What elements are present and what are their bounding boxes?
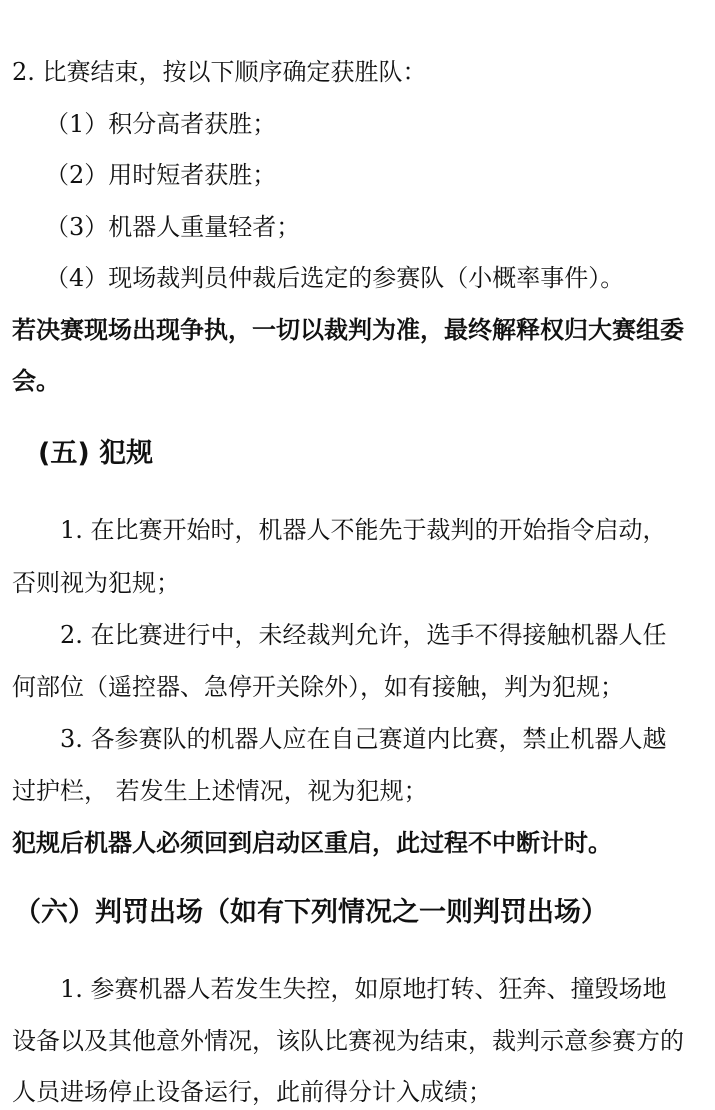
dispute-notice-line1: 若决赛现场出现争执，一切以裁判为准，最终解释权归大赛组委	[12, 316, 684, 344]
foul-rule3-line2: 过护栏， 若发生上述情况，视为犯规；	[12, 777, 428, 805]
foul-rule3-line1: 3. 各参赛队的机器人应在自己赛道内比赛，禁止机器人越	[60, 725, 667, 753]
criterion-3: （3）机器人重量轻者；	[45, 213, 301, 241]
section-six-heading: （六）判罚出场（如有下列情况之一则判罚出场）	[14, 897, 608, 928]
section-five-heading: (五) 犯规	[38, 438, 154, 469]
ejection-rule1-line3: 人员进场停止设备运行，此前得分计入成绩；	[12, 1078, 492, 1106]
criterion-1: （1）积分高者获胜；	[45, 110, 277, 138]
foul-rule2-line1: 2. 在比赛进行中，未经裁判允许，选手不得接触机器人任	[60, 621, 667, 649]
foul-rule1-line2: 否则视为犯规；	[12, 569, 180, 597]
foul-rule2-line2: 何部位（遥控器、急停开关除外），如有接触，判为犯规；	[12, 673, 624, 701]
restart-note: 犯规后机器人必须回到启动区重启，此过程不中断计时。	[12, 829, 612, 857]
dispute-notice-line2: 会。	[12, 367, 60, 395]
ejection-rule1-line1: 1. 参赛机器人若发生失控，如原地打转、狂奔、撞毁场地	[60, 975, 667, 1003]
criterion-4: （4）现场裁判员仲裁后选定的参赛队（小概率事件）。	[45, 264, 625, 292]
foul-rule1-line1: 1. 在比赛开始时，机器人不能先于裁判的开始指令启动，	[60, 516, 667, 544]
ejection-rule1-line2: 设备以及其他意外情况，该队比赛视为结束，裁判示意参赛方的	[12, 1027, 684, 1055]
criterion-2: （2）用时短者获胜；	[45, 161, 277, 189]
winner-order-title: 2. 比赛结束，按以下顺序确定获胜队：	[12, 58, 427, 86]
